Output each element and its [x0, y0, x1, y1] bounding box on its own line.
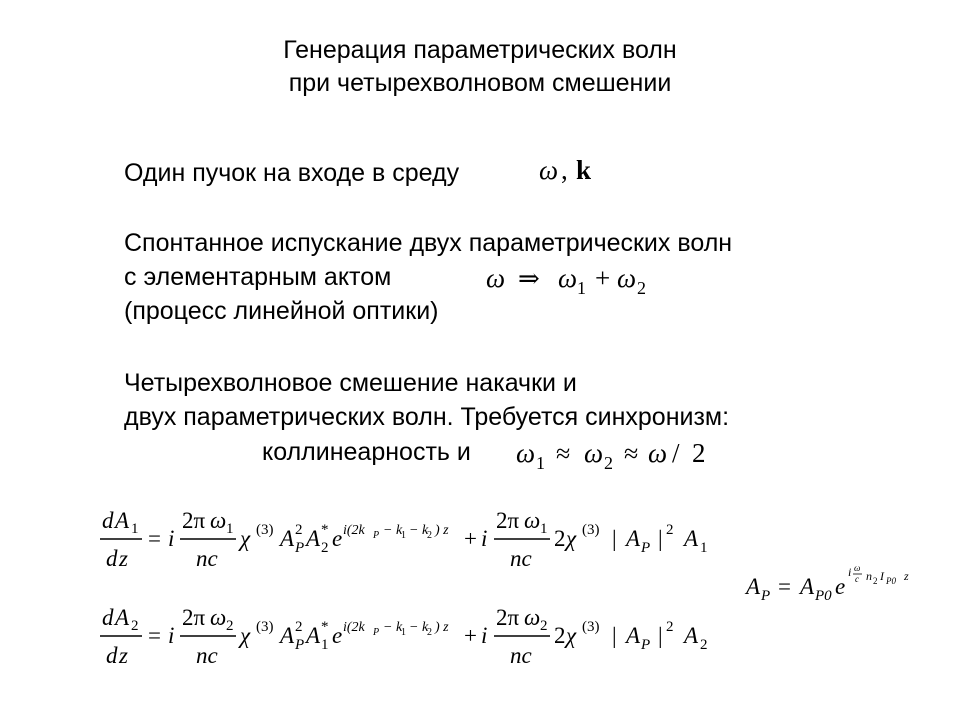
- subscript-P: P: [295, 540, 305, 556]
- equals-sign: =: [148, 623, 161, 648]
- superscript-3: (3): [256, 619, 274, 635]
- subscript-1: 1: [540, 521, 548, 537]
- subscript-P0: P0: [886, 576, 896, 586]
- nc-symbol: nc: [510, 643, 532, 668]
- superscript-3: (3): [256, 522, 274, 538]
- formula-elementary-act: [484, 256, 664, 300]
- subscript-1: 1: [401, 627, 406, 638]
- omega-symbol: ω: [210, 605, 227, 630]
- equals-sign: =: [148, 526, 161, 551]
- d-symbol: d: [102, 508, 114, 533]
- superscript-3: (3): [582, 522, 600, 538]
- subscript-1: 1: [321, 637, 329, 653]
- A-symbol: A: [115, 508, 130, 533]
- A-symbol: A: [684, 526, 699, 551]
- plus-sign: +: [595, 263, 611, 293]
- A-symbol: A: [746, 574, 761, 599]
- fwm-line-2: двух параметрических волн. Требуется синхронизм:: [124, 403, 730, 431]
- subscript-1: 1: [131, 521, 139, 537]
- subscript-2: 2: [700, 637, 708, 653]
- omega-symbol: ω: [584, 438, 604, 468]
- subscript-2: 2: [873, 576, 878, 586]
- I-symbol: I: [880, 569, 884, 583]
- subscript-1: 1: [536, 453, 545, 473]
- slide-title: [0, 34, 960, 100]
- chi-symbol: χ: [240, 526, 251, 551]
- subscript-P: P: [373, 627, 380, 638]
- equation-amplitude-1: [98, 500, 728, 584]
- subscript-1: 1: [226, 521, 234, 537]
- A-symbol: A: [626, 526, 641, 551]
- c-symbol: c: [855, 574, 859, 584]
- subscript-1: 1: [577, 278, 586, 298]
- imaginary-unit: i: [848, 565, 852, 579]
- A-symbol: A: [800, 574, 815, 599]
- number-two: 2: [554, 526, 566, 551]
- exp-phase-end: ) z: [435, 523, 449, 538]
- subscript-P: P: [641, 637, 651, 653]
- formula-omega-k: [535, 150, 615, 190]
- A-symbol: A: [626, 623, 641, 648]
- title-line-1: Генерация параметрических волн: [283, 36, 677, 64]
- nc-symbol: nc: [196, 546, 218, 571]
- subscript-2: 2: [131, 618, 139, 634]
- spontaneous-line-1: Спонтанное испускание двух параметрических волн: [124, 229, 733, 257]
- minus-k: − k: [383, 620, 403, 635]
- number-two: 2: [554, 623, 566, 648]
- plus-sign: +: [464, 623, 477, 648]
- z-symbol: z: [119, 546, 128, 571]
- abs-bar: |: [658, 623, 663, 648]
- spontaneous-line-3: (процесс линейной оптики): [124, 297, 439, 325]
- imaginary-unit: i: [481, 623, 488, 648]
- fwm-line-1: Четырехволновое смешение накачки и: [124, 369, 577, 397]
- abs-bar: |: [612, 526, 617, 551]
- omega-symbol: ω: [617, 263, 637, 293]
- d-symbol: d: [102, 605, 114, 630]
- two-pi: 2π: [182, 508, 206, 533]
- d-symbol: d: [106, 546, 118, 571]
- omega-symbol: ω: [486, 263, 506, 293]
- equation-amplitude-2: [98, 597, 728, 681]
- wavevector-k: k: [576, 155, 592, 185]
- subscript-2: 2: [540, 618, 548, 634]
- A-symbol: A: [306, 526, 321, 551]
- minus-k: − k: [383, 523, 403, 538]
- spontaneous-line-2: с элементарным актом: [124, 263, 392, 291]
- superscript-2: 2: [666, 522, 674, 538]
- input-beam-text: Один пучок на входе в среду: [124, 159, 460, 187]
- omega-symbol: ω: [558, 263, 578, 293]
- subscript-2: 2: [604, 453, 613, 473]
- superscript-3: (3): [582, 619, 600, 635]
- plus-sign: +: [464, 526, 477, 551]
- omega-symbol: ω: [539, 155, 559, 185]
- approx-sign: ≈: [556, 439, 571, 468]
- subscript-2: 2: [427, 530, 432, 541]
- fraction-2pi-omega1-over-nc: [180, 508, 236, 571]
- superscript-2: 2: [666, 619, 674, 635]
- imaginary-unit: i: [481, 526, 488, 551]
- imaginary-unit: i: [168, 526, 175, 551]
- exponent-phase: [343, 523, 449, 541]
- superscript-star: *: [321, 522, 329, 538]
- derivative-dA2-dz: [100, 605, 142, 668]
- exp-phase-end: ) z: [435, 620, 449, 635]
- comma: ,: [561, 155, 568, 185]
- exponent-phase: [343, 620, 449, 638]
- z-symbol: z: [904, 569, 909, 583]
- e-symbol: e: [332, 623, 343, 648]
- approx-sign: ≈: [624, 439, 639, 468]
- slash: /: [672, 438, 680, 468]
- nc-symbol: nc: [196, 643, 218, 668]
- subscript-2: 2: [321, 540, 329, 556]
- A-symbol: A: [684, 623, 699, 648]
- fraction-2pi-omega1-over-nc: [494, 508, 550, 571]
- minus-k: − k: [409, 523, 429, 538]
- n-symbol: n: [866, 569, 872, 583]
- omega-symbol: ω: [524, 508, 541, 533]
- equation-pump-amplitude: [742, 556, 942, 606]
- implies-symbol: ⇒: [518, 264, 540, 293]
- two-pi: 2π: [182, 605, 206, 630]
- formula-synchronism: [510, 430, 720, 474]
- subscript-1: 1: [700, 540, 708, 556]
- e-symbol: e: [835, 574, 846, 599]
- chi-symbol: χ: [566, 623, 577, 648]
- subscript-2: 2: [427, 627, 432, 638]
- omega-symbol: ω: [524, 605, 541, 630]
- subscript-2: 2: [637, 278, 646, 298]
- omega-symbol: ω: [854, 563, 861, 573]
- title-line-2: при четырехволновом смешении: [288, 69, 672, 97]
- equals-sign: =: [778, 574, 791, 599]
- subscript-1: 1: [401, 530, 406, 541]
- exp-phase-start: i(2k: [343, 523, 365, 538]
- chi-symbol: χ: [240, 623, 251, 648]
- exp-phase-start: i(2k: [343, 620, 365, 635]
- minus-k: − k: [409, 620, 429, 635]
- z-symbol: z: [119, 643, 128, 668]
- fraction-2pi-omega2-over-nc: [180, 605, 236, 668]
- A-symbol: A: [280, 623, 295, 648]
- subscript-P0: P0: [815, 588, 832, 604]
- subscript-2: 2: [226, 618, 234, 634]
- exponent-kerr-phase: [848, 563, 909, 586]
- omega-symbol: ω: [210, 508, 227, 533]
- subscript-P: P: [373, 530, 380, 541]
- two-pi: 2π: [496, 605, 520, 630]
- A-symbol: A: [280, 526, 295, 551]
- superscript-2: 2: [295, 619, 303, 635]
- nc-symbol: nc: [510, 546, 532, 571]
- superscript-star: *: [321, 619, 329, 635]
- imaginary-unit: i: [168, 623, 175, 648]
- subscript-P: P: [761, 588, 771, 604]
- omega-symbol: ω: [516, 438, 536, 468]
- fraction-2pi-omega2-over-nc: [494, 605, 550, 668]
- chi-symbol: χ: [566, 526, 577, 551]
- abs-bar: |: [612, 623, 617, 648]
- number-two: 2: [692, 438, 706, 468]
- e-symbol: e: [332, 526, 343, 551]
- omega-symbol: ω: [648, 438, 668, 468]
- subscript-P: P: [295, 637, 305, 653]
- two-pi: 2π: [496, 508, 520, 533]
- d-symbol: d: [106, 643, 118, 668]
- A-symbol: A: [306, 623, 321, 648]
- abs-bar: |: [658, 526, 663, 551]
- A-symbol: A: [115, 605, 130, 630]
- derivative-dA1-dz: [100, 508, 142, 571]
- fwm-line-3: коллинеарность и: [262, 438, 471, 466]
- superscript-2: 2: [295, 522, 303, 538]
- subscript-P: P: [641, 540, 651, 556]
